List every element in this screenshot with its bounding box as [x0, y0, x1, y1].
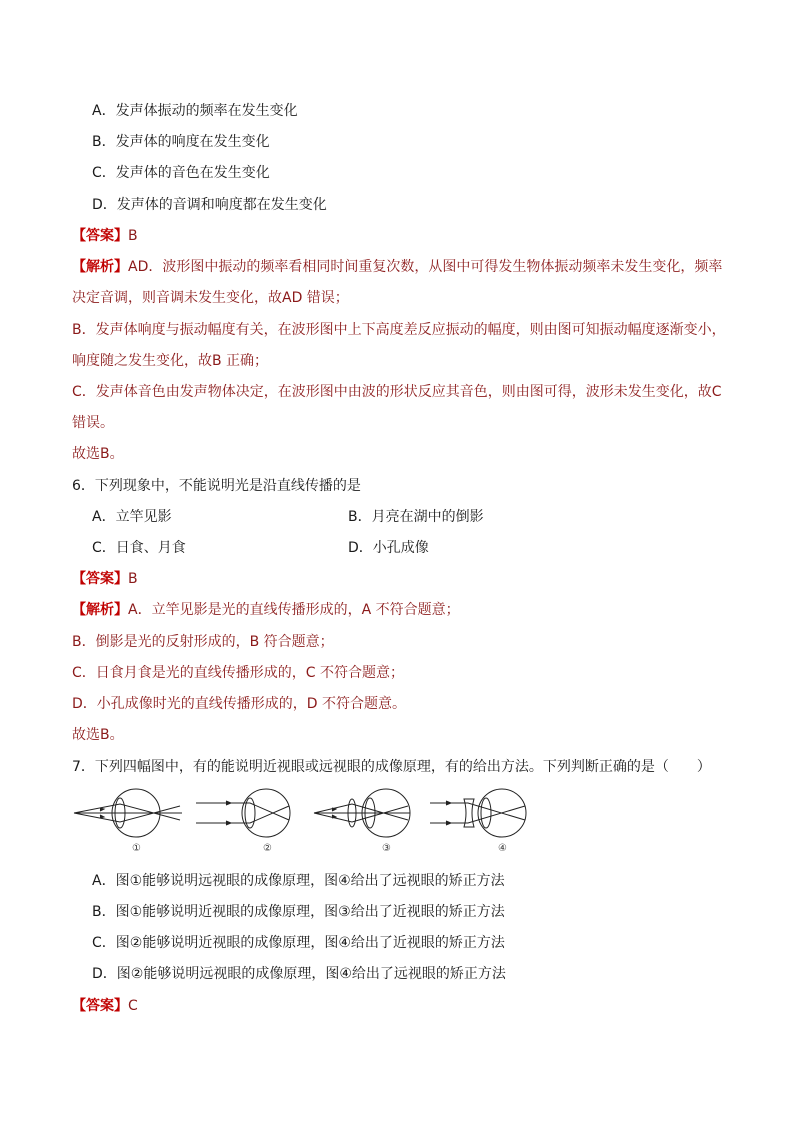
q6-analysis-line-2: B．倒影是光的反射形成的，B 符合题意；: [72, 634, 334, 650]
answer-label: 【答案】: [72, 571, 128, 587]
figure-caption-4: ④: [498, 843, 507, 854]
q7-option-b: B．图①能够说明近视眼的成像原理，图③给出了近视眼的矫正方法: [92, 904, 505, 920]
answer-label: 【答案】: [72, 998, 128, 1014]
analysis-label: 【解析】: [72, 602, 128, 618]
eye-diagram-2: [196, 789, 290, 837]
q6-option-d: D．小孔成像: [348, 540, 429, 556]
analysis-text: A．立竿见影是光的直线传播形成的，A 不符合题意；: [128, 602, 460, 618]
q5-analysis-line-2: 决定音调，则音调未发生变化，故AD 错误；: [72, 290, 349, 306]
q5-option-b: B．发声体的响度在发生变化: [92, 134, 270, 150]
q6-option-a: A．立竿见影: [92, 509, 172, 525]
q6-conclusion: 故选B。: [72, 727, 124, 743]
eye-diagram-3: [314, 789, 410, 837]
analysis-label: 【解析】: [72, 259, 128, 275]
q5-analysis-line-4: 响度随之发生变化，故B 正确；: [72, 353, 269, 369]
q6-analysis-line-1: [72, 600, 460, 620]
eye-diagram-4: [430, 789, 526, 837]
answer-value: B: [128, 571, 138, 587]
answer-label: 【答案】: [72, 228, 128, 244]
eye-diagrams-figure: [70, 786, 530, 866]
eye-diagram-1: [74, 789, 182, 837]
q5-analysis-line-6: 错误。: [72, 415, 114, 431]
q6-analysis-line-3: C．日食月食是光的直线传播形成的，C 不符合题意；: [72, 665, 404, 681]
figure-caption-2: ②: [263, 843, 272, 854]
answer-value: C: [128, 998, 138, 1014]
q5-analysis-line-5: C．发声体音色由发声物体决定，在波形图中由波的形状反应其音色，则由图可得，波形未发生变化，故C: [72, 384, 722, 400]
q7-option-d: D．图②能够说明远视眼的成像原理，图④给出了远视眼的矫正方法: [92, 966, 506, 982]
figure-caption-3: ③: [382, 843, 391, 854]
figure-caption-1: ①: [132, 843, 141, 854]
q5-analysis-line-3: B．发声体响度与振动幅度有关，在波形图中上下高度差反应振动的幅度，则由图可知振动幅度逐渐变小，: [72, 322, 726, 338]
q7-stem: 7．下列四幅图中，有的能说明近视眼或远视眼的成像原理，有的给出方法。下列判断正确的是（ ）: [72, 759, 711, 775]
q5-conclusion: 故选B。: [72, 446, 124, 462]
q6-stem: 6．下列现象中，不能说明光是沿直线传播的是: [72, 478, 361, 494]
analysis-text: AD．波形图中振动的频率看相同时间重复次数，从图中可得发生物体振动频率未发生变化，频率: [128, 259, 723, 275]
q5-analysis-line-1: [72, 257, 722, 277]
q6-option-c: C．日食、月食: [92, 540, 186, 556]
q5-option-a: A．发声体振动的频率在发生变化: [92, 103, 298, 119]
q6-analysis-line-4: D．小孔成像时光的直线传播形成的，D 不符合题意。: [72, 696, 407, 712]
q5-answer: [72, 226, 138, 246]
q7-option-a: A．图①能够说明远视眼的成像原理，图④给出了远视眼的矫正方法: [92, 873, 505, 889]
q7-answer: [72, 996, 138, 1016]
q5-option-c: C．发声体的音色在发生变化: [92, 165, 270, 181]
q5-option-d: D．发声体的音调和响度都在发生变化: [92, 197, 327, 213]
q7-option-c: C．图②能够说明近视眼的成像原理，图④给出了近视眼的矫正方法: [92, 935, 505, 951]
q6-option-b: B．月亮在湖中的倒影: [348, 509, 484, 525]
answer-value: B: [128, 228, 138, 244]
q6-answer: [72, 569, 138, 589]
